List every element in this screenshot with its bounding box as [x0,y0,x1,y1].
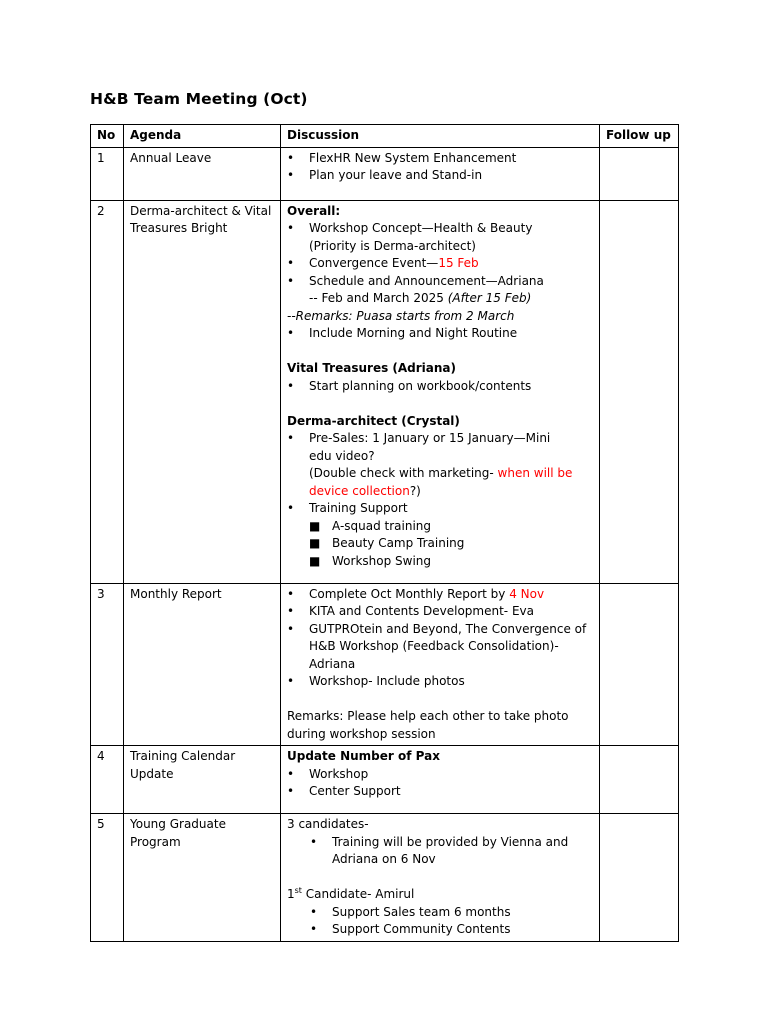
list-item: • Support Community Contents [287,921,594,939]
bullet-icon: • [287,784,295,798]
list-item: ■ Workshop Swing [287,553,594,571]
bullet-icon: • [287,431,295,445]
list-item: • Center Support [287,783,594,801]
square-bullet-icon: ■ [309,518,321,533]
follow-up-cell[interactable] [600,583,679,746]
agenda-cell: Training Calendar Update [124,746,281,814]
row-number: 5 [91,814,124,942]
table-header-row [91,125,679,148]
table-row [91,814,679,942]
list-item: • Start planning on workbook/contents [287,378,594,396]
bullet-icon: • [287,674,295,688]
bullet-icon: • [287,604,295,618]
agenda-cell: Annual Leave [124,147,281,200]
table-row [91,200,679,583]
header-discussion: Discussion [281,125,600,148]
discussion-cell [281,746,600,814]
candidate-heading: 1st Candidate- Amirul [287,886,415,901]
discussion-cell [281,814,600,942]
header-no: No [91,125,124,148]
section-heading: Vital Treasures (Adriana) [287,361,457,375]
list-item: • Pre-Sales: 1 January or 15 January—Mini edu video? (Double check with marketing- when will be device collection?) [287,431,573,498]
follow-up-cell[interactable] [600,746,679,814]
list-item: • Workshop Concept—Health & Beauty (Priority is Derma-architect) [287,221,533,253]
bullet-icon: • [287,256,295,270]
bullet-icon: • [287,586,295,601]
table-row [91,583,679,746]
row-number: 3 [91,583,124,746]
list-item: • FlexHR New System Enhancement [287,150,594,168]
list-item: • Training Support [287,500,594,518]
row-number: 1 [91,147,124,200]
highlight-date: 15 Feb [438,256,479,270]
bullet-icon: • [310,834,318,849]
list-item: • Complete Oct Monthly Report by 4 Nov [287,586,594,604]
list-item: • Schedule and Announcement—Adriana -- Feb and March 2025 (After 15 Feb) [287,273,544,305]
follow-up-cell[interactable] [600,814,679,942]
square-bullet-icon: ■ [309,553,321,568]
table-row [91,746,679,814]
list-item: • Convergence Event—15 Feb [287,255,594,273]
list-item: • GUTPROtein and Beyond, The Convergence of H&B Workshop (Feedback Consolidation)- Adriana [287,621,587,671]
bullet-icon: • [287,378,295,393]
section-heading: Overall: [287,203,341,218]
meeting-table [90,124,679,942]
list-item: • Support Sales team 6 months [287,904,594,922]
row-number: 4 [91,746,124,814]
bullet-icon: • [310,904,318,919]
header-follow-up: Follow up [600,125,679,148]
remarks-text: --Remarks: Puasa starts from 2 March [287,308,515,323]
bullet-icon: • [287,150,295,165]
page-title: H&B Team Meeting (Oct) [90,90,308,108]
bullet-icon: • [310,922,318,936]
list-item: • Workshop [287,766,594,784]
follow-up-cell[interactable] [600,147,679,200]
bullet-icon: • [287,501,295,515]
highlight-date: 4 Nov [509,586,545,601]
remarks-text: Remarks: Please help each other to take photo during workshop session [287,709,569,741]
bullet-icon: • [287,221,295,235]
discussion-cell [281,200,600,583]
list-item: ■ Beauty Camp Training [287,535,594,553]
list-item: • Plan your leave and Stand-in [287,167,594,185]
list-item: • Workshop- Include photos [287,673,594,691]
agenda-cell: Young Graduate Program [124,814,281,942]
square-bullet-icon: ■ [309,536,321,550]
list-item: ■ A-squad training [287,518,594,536]
bullet-icon: • [287,326,295,340]
bullet-icon: • [287,273,295,288]
header-agenda: Agenda [124,125,281,148]
bullet-icon: • [287,766,295,781]
bullet-icon: • [287,168,295,182]
section-heading: Derma-architect (Crystal) [287,413,460,428]
follow-up-cell[interactable] [600,200,679,583]
list-item: • KITA and Contents Development- Eva [287,603,594,621]
discussion-cell [281,583,600,746]
bullet-icon: • [287,621,295,636]
list-item: • Include Morning and Night Routine [287,325,594,343]
table-row [91,147,679,200]
row-number: 2 [91,200,124,583]
candidates-intro: 3 candidates- [287,817,369,831]
discussion-cell [281,147,600,200]
agenda-cell: Derma-architect & Vital Treasures Bright [124,200,281,583]
list-item: • Training will be provided by Vienna and Adriana on 6 Nov [310,834,569,866]
agenda-cell: Monthly Report [124,583,281,746]
section-heading: Update Number of Pax [287,749,440,763]
